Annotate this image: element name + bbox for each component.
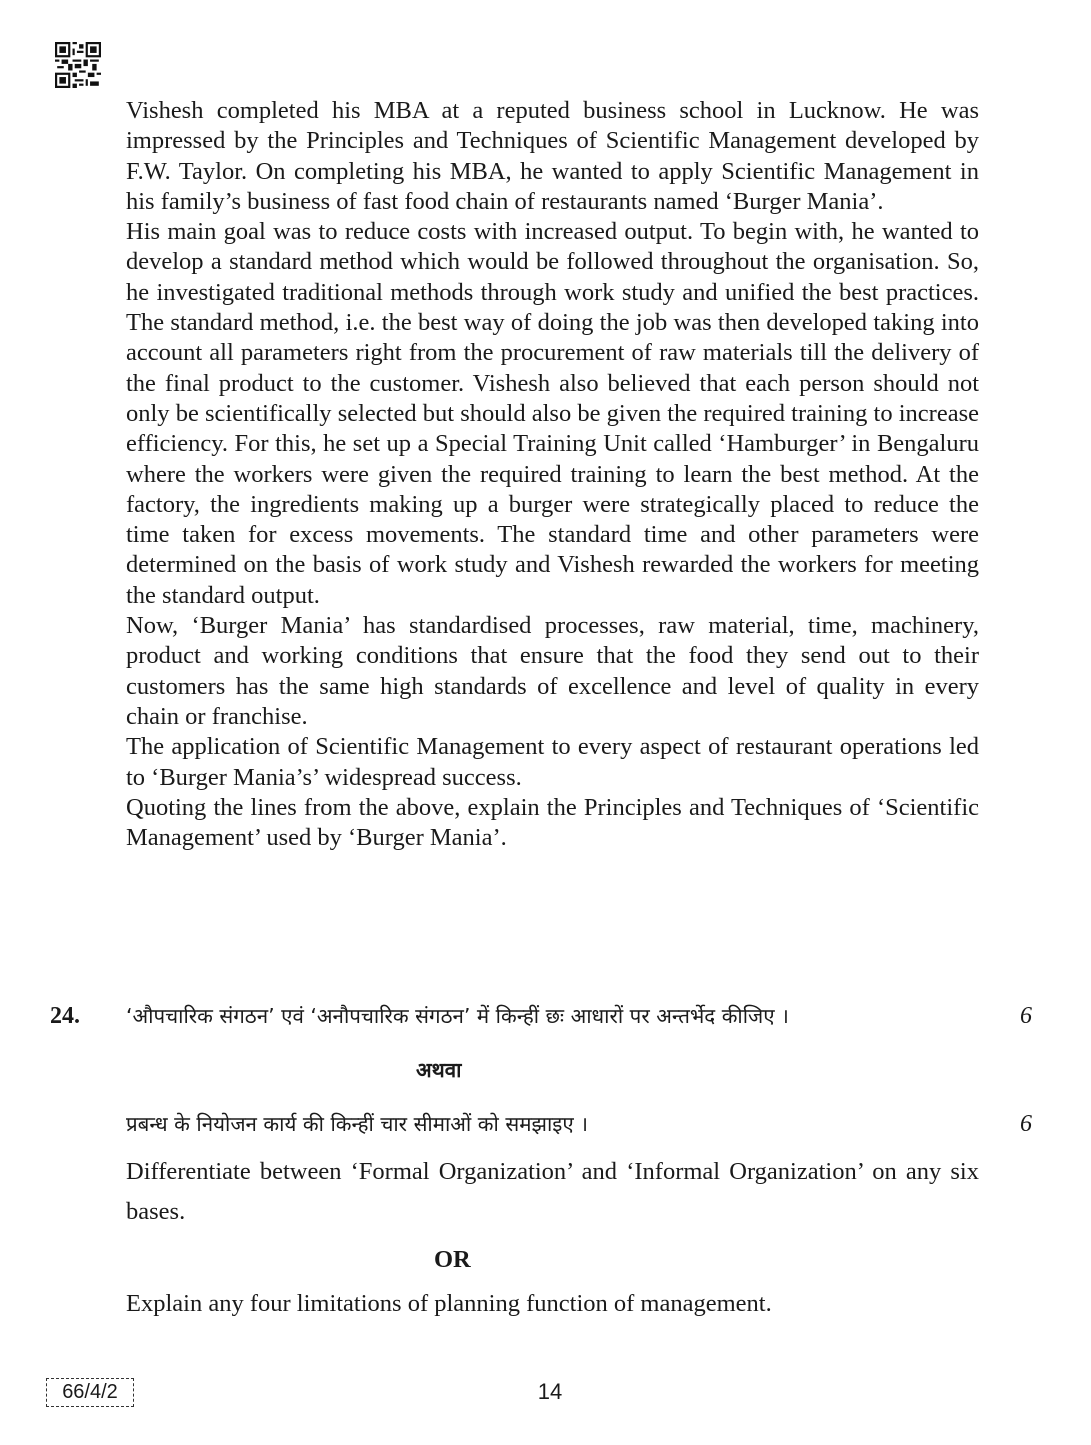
hindi-question-part-b: प्रबन्ध के नियोजन कार्य की किन्हीं चार सीमाओं को समझाइए । xyxy=(126,1112,588,1136)
marks-part-a: 6 xyxy=(1020,1003,1032,1029)
hindi-question-part-a: ‘औपचारिक संगठन’ एवं ‘अनौपचारिक संगठन’ में किन्हीं छः आधारों पर अन्तर्भेद कीजिए । xyxy=(126,1004,789,1028)
case-study-passage xyxy=(126,96,979,853)
marks-part-b: 6 xyxy=(1020,1111,1032,1137)
hindi-or-separator: अथवा xyxy=(416,1058,462,1082)
passage-question: Quoting the lines from the above, explain the Principles and Techniques of ‘Scientific Management’ used by ‘Burger Mania’. xyxy=(126,793,979,852)
paper-code: 66/4/2 xyxy=(46,1378,134,1407)
qr-code-icon xyxy=(54,42,102,88)
question-number: 24. xyxy=(50,1003,80,1029)
passage-paragraph: The application of Scientific Management to every aspect of restaurant operations led to ‘Burger Mania’s’ widespread success. xyxy=(126,733,979,791)
english-question-part-b: Explain any four limitations of planning function of management. xyxy=(126,1290,772,1317)
passage-paragraph: Now, ‘Burger Mania’ has standardised processes, raw material, time, machinery, product and working conditions that ensure that the food they send out to their customers has the same high standards of excellence and level of quality in every chain or franchise. xyxy=(126,612,979,730)
english-question-part-a: Differentiate between ‘Formal Organization’ and ‘Informal Organization’ on any six bases. xyxy=(126,1158,979,1225)
page-number: 14 xyxy=(537,1379,563,1404)
passage-paragraph: Vishesh completed his MBA at a reputed business school in Lucknow. He was impressed by the Principles and Techniques of Scientific Management developed by F.W. Taylor. On completing his MBA, he wanted to apply Scientific Management in his family’s business of fast food chain of restaurants named ‘Burger Mania’. xyxy=(126,97,979,215)
english-or-separator: OR xyxy=(434,1246,471,1273)
passage-paragraph: His main goal was to reduce costs with increased output. To begin with, he wanted to develop a standard method which would be followed throughout the organisation. So, he investigated traditional methods through work study and unified the best practices. The standard method, i.e. the best way of doing the job was then developed taking into account all parameters right from the procurement of raw materials till the delivery of the final product to the customer. Vishesh also believed that each person should not only be scientifically selected but should also be given the required training to increase efficiency. For this, he set up a Special Training Unit called ‘Hamburger’ in Bengaluru where the workers were given the required training to learn the best method. At the factory, the ingredients making up a burger were strategically placed to reduce the time taken for excess movements. The standard time and other parameters were determined on the basis of work study and Vishesh rewarded the workers for meeting the standard output. xyxy=(126,218,979,609)
